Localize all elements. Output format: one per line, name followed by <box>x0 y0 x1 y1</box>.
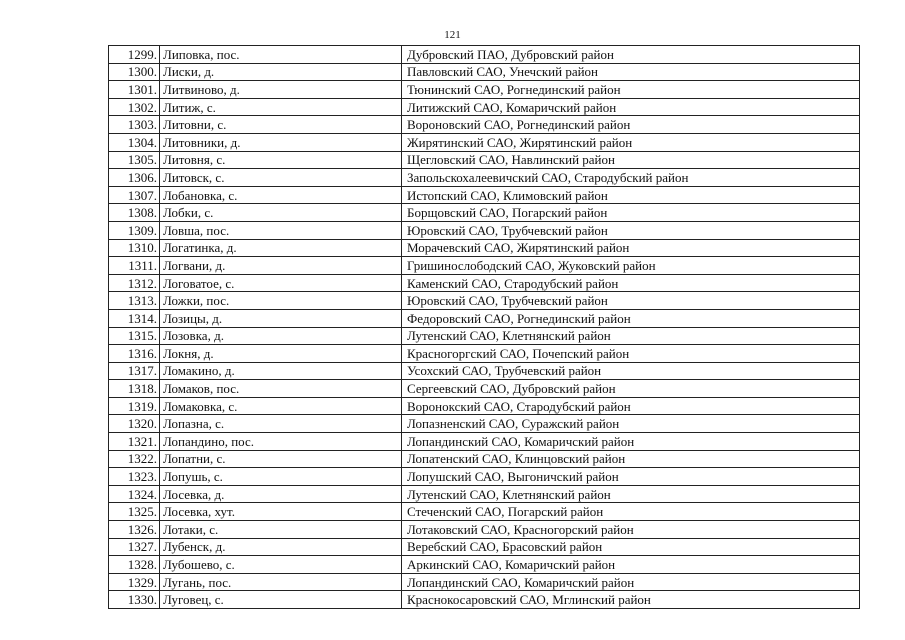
row-number: 1305. <box>109 151 160 169</box>
table-row <box>109 433 860 451</box>
table-row <box>109 98 860 116</box>
table-row <box>109 239 860 257</box>
row-number: 1313. <box>109 292 160 310</box>
settlement-name: Лобки, с. <box>160 204 402 222</box>
settlement-name: Лозицы, д. <box>160 309 402 327</box>
settlement-name: Лобановка, с. <box>160 186 402 204</box>
row-number: 1326. <box>109 521 160 539</box>
administrative-unit: Лопазненский САО, Суражский район <box>402 415 860 433</box>
row-number: 1329. <box>109 573 160 591</box>
row-number: 1308. <box>109 204 160 222</box>
row-number: 1327. <box>109 538 160 556</box>
table-row <box>109 309 860 327</box>
table-row <box>109 345 860 363</box>
table-row <box>109 450 860 468</box>
row-number: 1319. <box>109 397 160 415</box>
settlement-name: Лугань, пос. <box>160 573 402 591</box>
table-row <box>109 415 860 433</box>
settlement-table-body <box>109 46 860 609</box>
row-number: 1310. <box>109 239 160 257</box>
row-number: 1318. <box>109 380 160 398</box>
settlement-name: Лопатни, с. <box>160 450 402 468</box>
administrative-unit: Морачевский САО, Жирятинский район <box>402 239 860 257</box>
row-number: 1306. <box>109 169 160 187</box>
table-row <box>109 63 860 81</box>
table-row <box>109 397 860 415</box>
settlement-name: Лозовка, д. <box>160 327 402 345</box>
administrative-unit: Юровский САО, Трубчевский район <box>402 292 860 310</box>
table-row <box>109 169 860 187</box>
administrative-unit: Каменский САО, Стародубский район <box>402 274 860 292</box>
settlement-name: Лопушь, с. <box>160 468 402 486</box>
row-number: 1301. <box>109 81 160 99</box>
administrative-unit: Красногоргский САО, Почепский район <box>402 345 860 363</box>
row-number: 1311. <box>109 257 160 275</box>
settlement-name: Литвиново, д. <box>160 81 402 99</box>
administrative-unit: Дубровский ПАО, Дубровский район <box>402 46 860 64</box>
row-number: 1300. <box>109 63 160 81</box>
settlement-name: Лопазна, с. <box>160 415 402 433</box>
settlement-name: Лопандино, пос. <box>160 433 402 451</box>
table-row <box>109 485 860 503</box>
table-row <box>109 274 860 292</box>
row-number: 1299. <box>109 46 160 64</box>
administrative-unit: Павловский САО, Унечский район <box>402 63 860 81</box>
table-row <box>109 133 860 151</box>
table-row <box>109 81 860 99</box>
settlement-name: Ложки, пос. <box>160 292 402 310</box>
table-row <box>109 503 860 521</box>
table-row <box>109 151 860 169</box>
administrative-unit: Щегловский САО, Навлинский район <box>402 151 860 169</box>
administrative-unit: Жирятинский САО, Жирятинский район <box>402 133 860 151</box>
administrative-unit: Стеченский САО, Погарский район <box>402 503 860 521</box>
administrative-unit: Борщовский САО, Погарский район <box>402 204 860 222</box>
row-number: 1322. <box>109 450 160 468</box>
settlement-name: Литовники, д. <box>160 133 402 151</box>
page-number: 121 <box>444 29 461 41</box>
row-number: 1316. <box>109 345 160 363</box>
settlement-name: Логвани, д. <box>160 257 402 275</box>
settlement-table <box>108 45 860 609</box>
row-number: 1309. <box>109 221 160 239</box>
administrative-unit: Литижский САО, Комаричский район <box>402 98 860 116</box>
administrative-unit: Запольскохалеевичский САО, Стародубский район <box>402 169 860 187</box>
row-number: 1324. <box>109 485 160 503</box>
settlement-name: Лубенск, д. <box>160 538 402 556</box>
table-row <box>109 46 860 64</box>
settlement-name: Литиж, с. <box>160 98 402 116</box>
row-number: 1317. <box>109 362 160 380</box>
administrative-unit: Аркинский САО, Комаричский район <box>402 556 860 574</box>
row-number: 1312. <box>109 274 160 292</box>
administrative-unit: Истопский САО, Климовский район <box>402 186 860 204</box>
row-number: 1320. <box>109 415 160 433</box>
settlement-name: Литовня, с. <box>160 151 402 169</box>
administrative-unit: Лутенский САО, Клетнянский район <box>402 327 860 345</box>
table-row <box>109 186 860 204</box>
table-row <box>109 292 860 310</box>
settlement-name: Ловша, пос. <box>160 221 402 239</box>
table-row <box>109 468 860 486</box>
settlement-name: Луговец, с. <box>160 591 402 609</box>
row-number: 1304. <box>109 133 160 151</box>
table-row <box>109 573 860 591</box>
table-row <box>109 327 860 345</box>
row-number: 1323. <box>109 468 160 486</box>
administrative-unit: Веребский САО, Брасовский район <box>402 538 860 556</box>
row-number: 1302. <box>109 98 160 116</box>
settlement-name: Лосевка, д. <box>160 485 402 503</box>
administrative-unit: Лопатенский САО, Клинцовский район <box>402 450 860 468</box>
row-number: 1303. <box>109 116 160 134</box>
administrative-unit: Лопушский САО, Выгоничский район <box>402 468 860 486</box>
settlement-name: Лотаки, с. <box>160 521 402 539</box>
administrative-unit: Лопандинский САО, Комаричский район <box>402 433 860 451</box>
settlement-name: Логоватое, с. <box>160 274 402 292</box>
settlement-name: Ломакино, д. <box>160 362 402 380</box>
administrative-unit: Вороновский САО, Рогнединский район <box>402 116 860 134</box>
administrative-unit: Федоровский САО, Рогнединский район <box>402 309 860 327</box>
administrative-unit: Лопандинский САО, Комаричский район <box>402 573 860 591</box>
table-row <box>109 556 860 574</box>
table-row <box>109 538 860 556</box>
table-row <box>109 362 860 380</box>
settlement-name: Локня, д. <box>160 345 402 363</box>
table-row <box>109 204 860 222</box>
table-row <box>109 221 860 239</box>
administrative-unit: Лотаковский САО, Красногорский район <box>402 521 860 539</box>
administrative-unit: Гришинослободский САО, Жуковский район <box>402 257 860 275</box>
table-row <box>109 116 860 134</box>
row-number: 1325. <box>109 503 160 521</box>
administrative-unit: Сергеевский САО, Дубровский район <box>402 380 860 398</box>
administrative-unit: Юровский САО, Трубчевский район <box>402 221 860 239</box>
table-row <box>109 257 860 275</box>
settlement-name: Липовка, пос. <box>160 46 402 64</box>
row-number: 1321. <box>109 433 160 451</box>
administrative-unit: Краснокосаровский САО, Мглинский район <box>402 591 860 609</box>
settlement-name: Литовск, с. <box>160 169 402 187</box>
administrative-unit: Воронокский САО, Стародубский район <box>402 397 860 415</box>
settlement-name: Лубошево, с. <box>160 556 402 574</box>
settlement-name: Ломаковка, с. <box>160 397 402 415</box>
settlement-name: Логатинка, д. <box>160 239 402 257</box>
row-number: 1328. <box>109 556 160 574</box>
settlement-name: Лиски, д. <box>160 63 402 81</box>
administrative-unit: Усохский САО, Трубчевский район <box>402 362 860 380</box>
row-number: 1330. <box>109 591 160 609</box>
administrative-unit: Лутенский САО, Клетнянский район <box>402 485 860 503</box>
settlement-name: Литовни, с. <box>160 116 402 134</box>
settlement-name: Лосевка, хут. <box>160 503 402 521</box>
administrative-unit: Тюнинский САО, Рогнединский район <box>402 81 860 99</box>
row-number: 1314. <box>109 309 160 327</box>
row-number: 1315. <box>109 327 160 345</box>
table-row <box>109 521 860 539</box>
row-number: 1307. <box>109 186 160 204</box>
table-row <box>109 380 860 398</box>
table-row <box>109 591 860 609</box>
settlement-name: Ломаков, пос. <box>160 380 402 398</box>
